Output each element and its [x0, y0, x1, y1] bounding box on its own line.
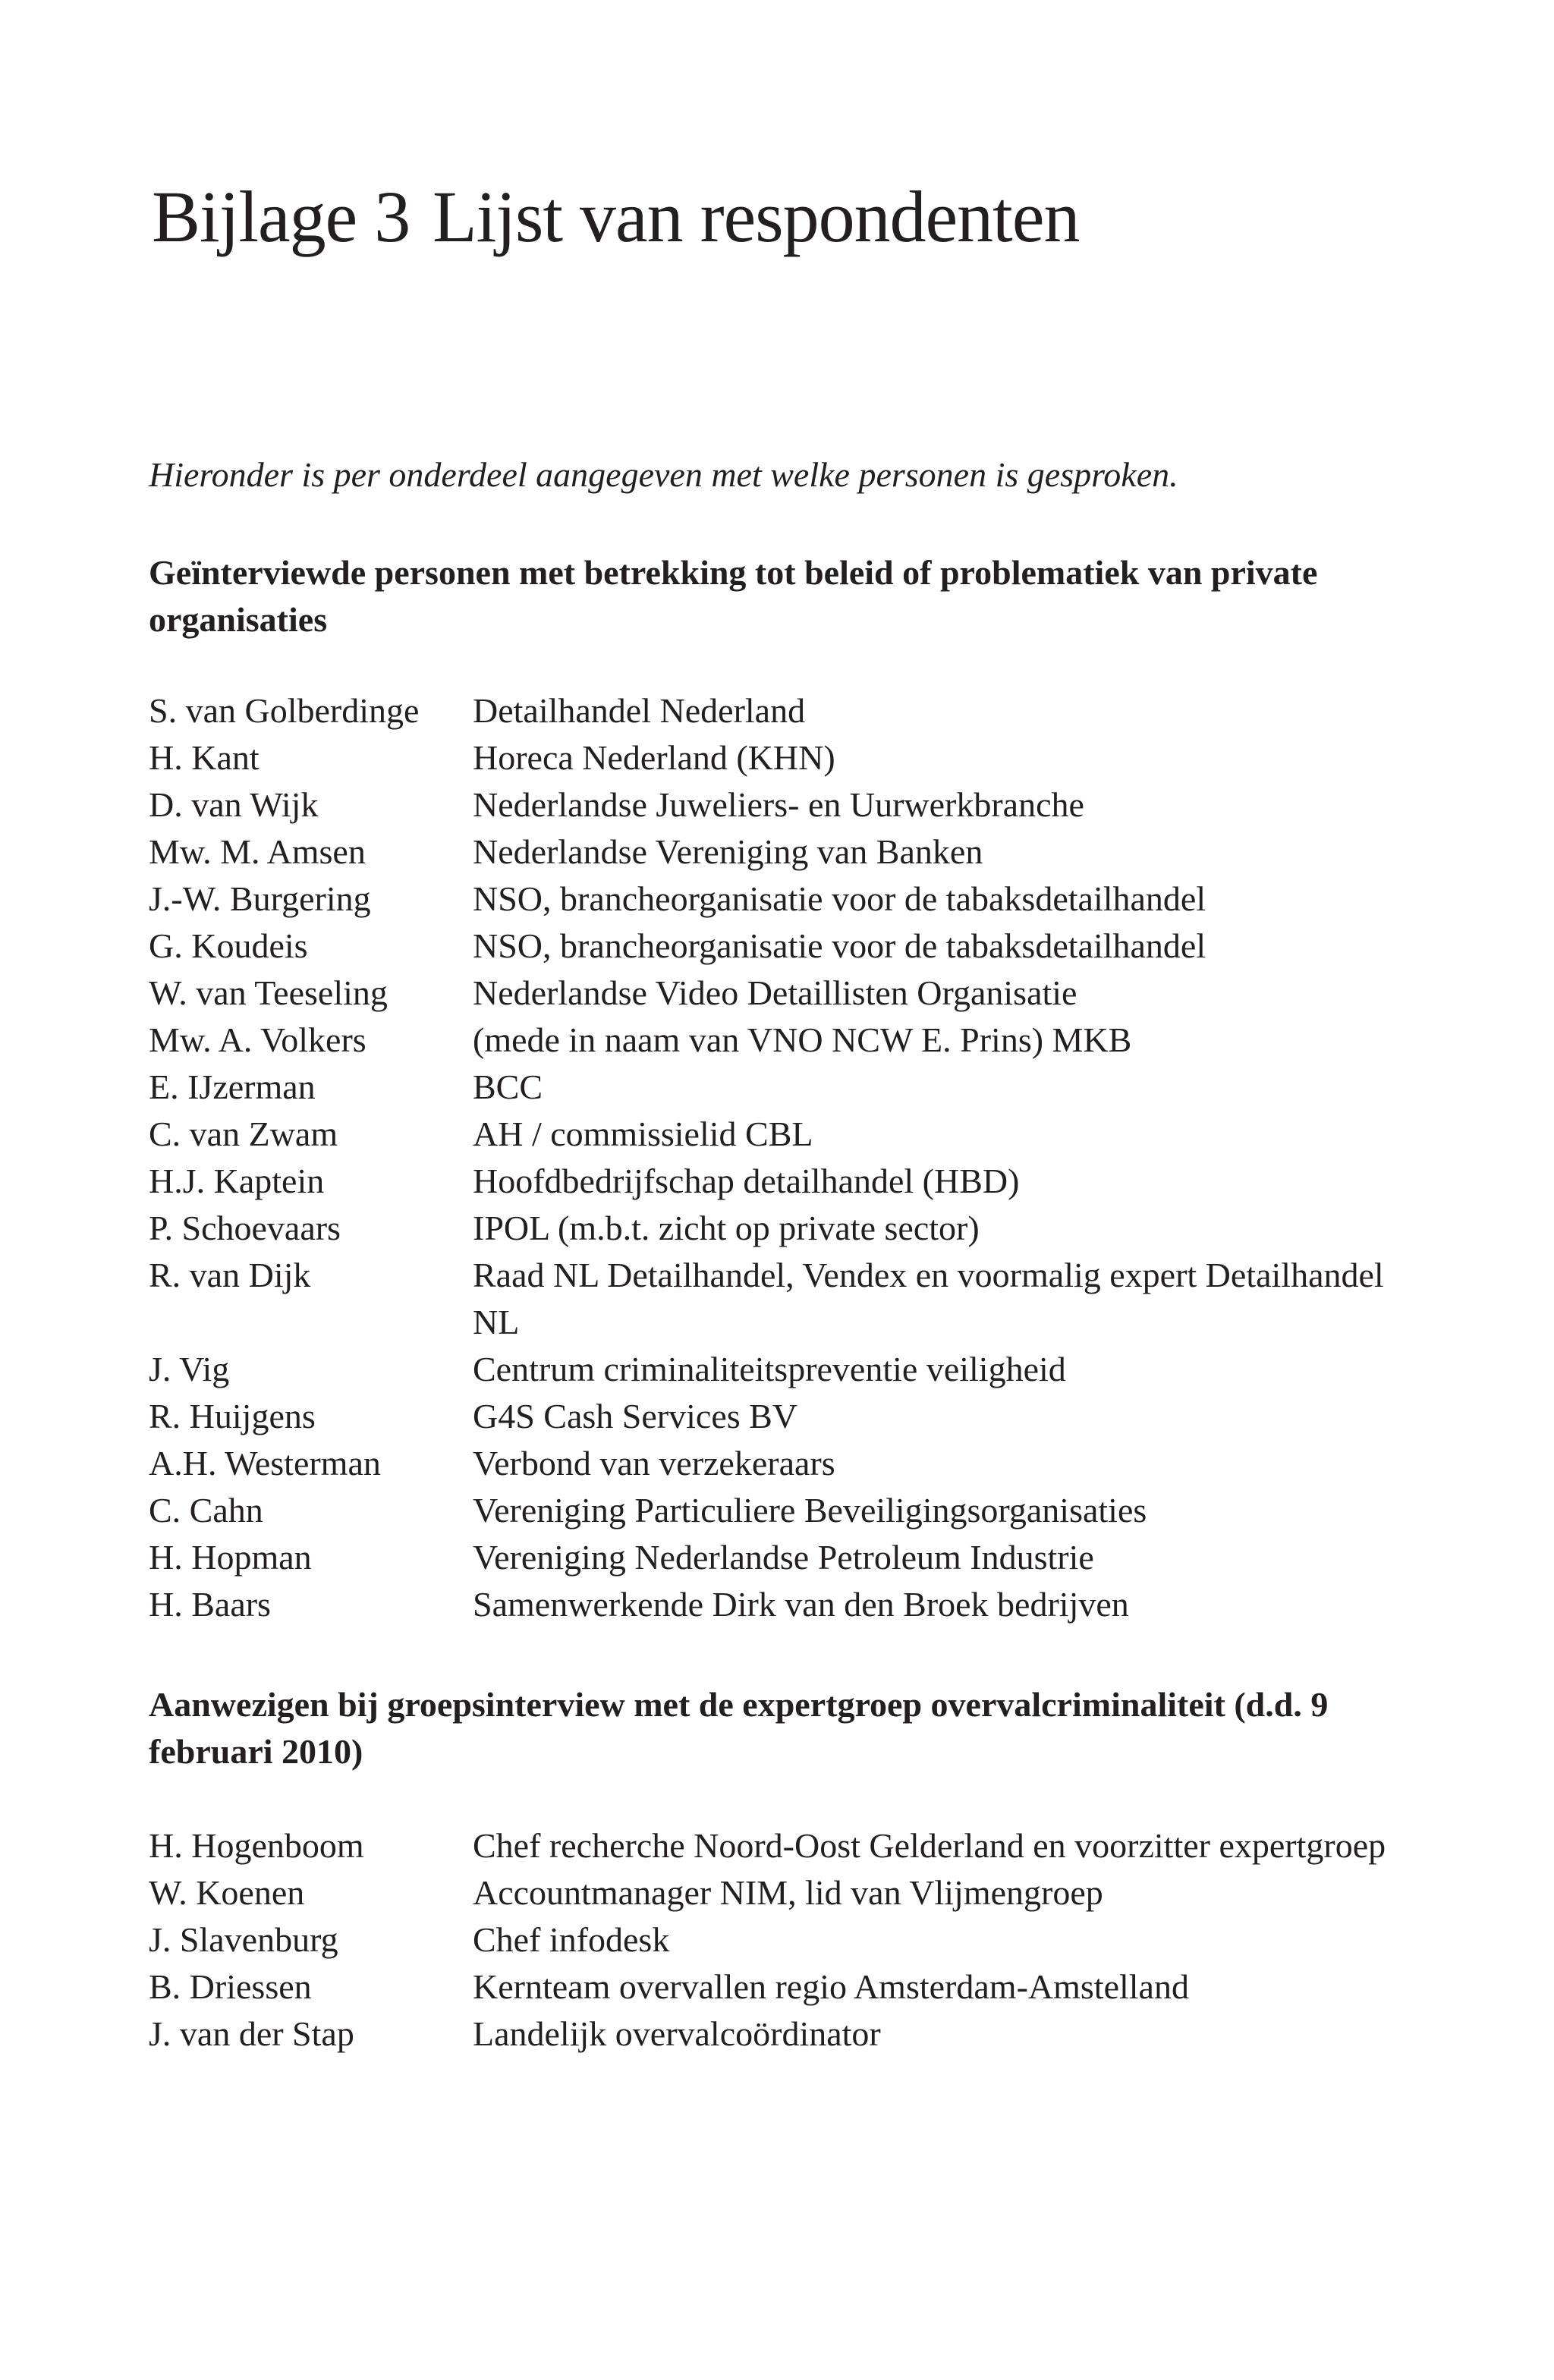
respondent-name: R. van Dijk: [149, 1256, 311, 1294]
list-item: [149, 876, 1423, 923]
list-item: [149, 1440, 1423, 1487]
respondent-organisation: Verbond van verzekeraars: [473, 1444, 835, 1482]
respondent-organisation: Detailhandel Nederland: [473, 691, 806, 730]
respondent-organisation: Samenwerkende Dirk van den Broek bedrijven: [473, 1585, 1129, 1624]
respondent-name: J. Vig: [149, 1350, 230, 1388]
respondent-name: W. van Teeseling: [149, 973, 388, 1012]
respondent-organisation: Chef infodesk: [473, 1920, 670, 1959]
section-heading-expert-group: Aanwezigen bij groepsinterview met de expertgroep overvalcriminaliteit (d.d. 9 februari 2010): [149, 1685, 1329, 1771]
respondent-organisation: IPOL (m.b.t. zicht op private sector): [473, 1209, 980, 1247]
respondent-name: D. van Wijk: [149, 785, 319, 824]
respondent-name: A.H. Westerman: [149, 1444, 381, 1482]
respondent-list-expert-group: [149, 1822, 1423, 2058]
section-heading-private-organisations: Geïnterviewde personen met betrekking tot beleid of problematiek van private organisaties: [149, 553, 1318, 639]
respondent-organisation: G4S Cash Services BV: [473, 1397, 798, 1435]
list-item: [149, 1205, 1423, 1252]
list-item: [149, 781, 1423, 828]
respondent-organisation: Centrum criminaliteitspreventie veiligheid: [473, 1350, 1066, 1388]
list-item: [149, 1158, 1423, 1205]
respondent-organisation: (mede in naam van VNO NCW E. Prins) MKB: [473, 1020, 1132, 1059]
respondent-organisation: Chef recherche Noord-Oost Gelderland en voorzitter expertgroep: [473, 1826, 1386, 1865]
respondent-organisation: Nederlandse Juweliers- en Uurwerkbranche: [473, 785, 1084, 824]
respondent-organisation: Nederlandse Vereniging van Banken: [473, 832, 983, 871]
respondent-name: B. Driessen: [149, 1967, 312, 2006]
list-item: [149, 1346, 1423, 1393]
list-item: [149, 970, 1423, 1017]
intro-text: Hieronder is per onderdeel aangegeven met welke personen is gesproken.: [149, 455, 1178, 494]
respondent-list-private-organisations: [149, 687, 1423, 1628]
list-item: [149, 828, 1423, 876]
list-item: [149, 1822, 1423, 1869]
respondent-organisation: NSO, brancheorganisatie voor de tabaksdetailhandel: [473, 926, 1206, 965]
respondent-organisation: Horeca Nederland (KHN): [473, 738, 835, 777]
respondent-name: J. Slavenburg: [149, 1920, 338, 1959]
list-item: [149, 1916, 1423, 1963]
respondent-name: P. Schoevaars: [149, 1209, 341, 1247]
respondent-organisation: Kernteam overvallen regio Amsterdam-Amstelland: [473, 1967, 1189, 2006]
respondent-organisation: BCC: [473, 1067, 543, 1106]
respondent-name: C. van Zwam: [149, 1115, 338, 1153]
respondent-name: R. Huijgens: [149, 1397, 316, 1435]
respondent-name: H. Hogenboom: [149, 1826, 364, 1865]
list-item: [149, 1581, 1423, 1628]
list-item: [149, 1487, 1423, 1534]
respondent-organisation: Raad NL Detailhandel, Vendex en voormalig expert Detailhandel NL: [473, 1256, 1384, 1341]
respondent-organisation: Landelijk overvalcoördinator: [473, 2014, 881, 2053]
respondent-name: Mw. A. Volkers: [149, 1020, 366, 1059]
respondent-name: J.-W. Burgering: [149, 879, 371, 918]
list-item: [149, 687, 1423, 734]
respondent-name: J. van der Stap: [149, 2014, 354, 2053]
respondent-name: Mw. M. Amsen: [149, 832, 366, 871]
respondent-name: H.J. Kaptein: [149, 1162, 325, 1200]
respondent-name: H. Baars: [149, 1585, 271, 1624]
respondent-name: E. IJzerman: [149, 1067, 316, 1106]
respondent-organisation: Accountmanager NIM, lid van Vlijmengroep: [473, 1873, 1103, 1912]
respondent-name: G. Koudeis: [149, 926, 308, 965]
chapter-title: [149, 176, 1080, 257]
chapter-heading: Lijst van respondenten: [433, 176, 1080, 257]
chapter-label: Bijlage 3: [152, 176, 411, 257]
respondent-name: W. Koenen: [149, 1873, 305, 1912]
respondent-organisation: Vereniging Particuliere Beveiligingsorganisaties: [473, 1491, 1147, 1530]
respondent-organisation: Vereniging Nederlandse Petroleum Industrie: [473, 1538, 1094, 1577]
list-item: [149, 1252, 1423, 1346]
list-item: [149, 2011, 1423, 2058]
list-item: [149, 1393, 1423, 1440]
list-item: [149, 1963, 1423, 2011]
respondent-name: H. Hopman: [149, 1538, 312, 1577]
list-item: [149, 1111, 1423, 1158]
list-item: [149, 1534, 1423, 1581]
respondent-organisation: Hoofdbedrijfschap detailhandel (HBD): [473, 1162, 1020, 1200]
respondent-organisation: AH / commissielid CBL: [473, 1115, 813, 1153]
list-item: [149, 1869, 1423, 1916]
respondent-organisation: Nederlandse Video Detaillisten Organisatie: [473, 973, 1077, 1012]
list-item: [149, 1064, 1423, 1111]
list-item: [149, 1017, 1423, 1064]
list-item: [149, 734, 1423, 781]
respondent-name: C. Cahn: [149, 1491, 263, 1530]
respondent-name: S. van Golberdinge: [149, 691, 420, 730]
respondent-organisation: NSO, brancheorganisatie voor de tabaksdetailhandel: [473, 879, 1206, 918]
list-item: [149, 923, 1423, 970]
respondent-name: H. Kant: [149, 738, 260, 777]
